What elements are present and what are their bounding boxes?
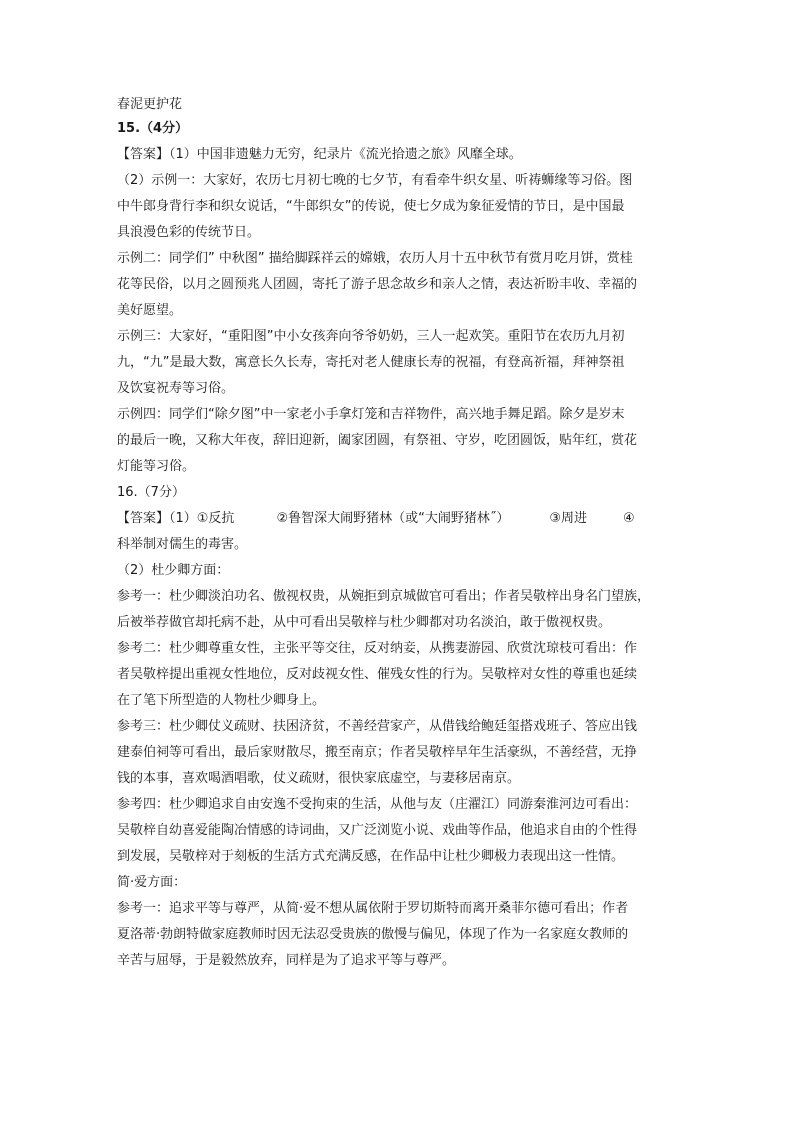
text-line: 示例三：大家好，“重阳图”中小女孩奔向爷爷奶奶，三人一起欢笑。重阳节在农历九月初 xyxy=(117,329,625,344)
question-15-answer-2 xyxy=(117,169,677,479)
document-body xyxy=(117,93,677,973)
text-line: 中牛郎身背行李和织女说话，“牛郎织女”的传说，使七夕成为象征爱情的节日，是中国最 xyxy=(117,199,625,214)
text-line: 者吴敬梓提出重视女性地位，反对歧视女性、催残女性的行为。吴敬梓对女性的尊重也延续 xyxy=(117,667,638,682)
text-line: 在了笔下所型造的人物杜少卿身上。 xyxy=(117,693,326,708)
text-line: 具浪漫色彩的传统节日。 xyxy=(117,225,261,240)
text-line: 九，“九”是最大数，寓意长久长寿，寄托对老人健康长寿的祝福，有登高祈福，拜神祭祖 xyxy=(117,355,625,370)
question-16-answer-2 xyxy=(117,533,677,973)
text-line: 建泰伯祠等可看出，最后家财散尽，搬至南京；作者吴敬梓早年生活豪纵，不善经营，无挣 xyxy=(117,745,638,760)
answer-item-4: ④ xyxy=(622,511,635,526)
text-line: 参考四：杜少卿追求自由安逸不受拘束的生活，从他与友（庄濯江）同游秦淮河边可看出： xyxy=(117,797,638,812)
answer-item-3: ③周进 xyxy=(549,511,587,526)
question-16-answer-1 xyxy=(117,507,677,531)
text-line: 辛苦与屈辱，于是毅然放弃，同样是为了追求平等与尊严。 xyxy=(117,953,456,968)
question-15-answer-1: 【答案】（1）中国非遗魅力无穷，纪录片《流光拾遗之旅》风靡全球。 xyxy=(117,147,522,162)
text-line: 及饮宴祝寿等习俗。 xyxy=(117,381,235,396)
text-line: 钱的本事，喜欢喝酒唱歌，仗义疏财，很快家底虚空，与妻移居南京。 xyxy=(117,771,521,786)
question-15-title: 15.（4分） xyxy=(117,121,189,136)
question-16-title: 16.（7分） xyxy=(117,485,185,500)
text-line: 美好愿望。 xyxy=(117,303,183,318)
answer-item-1: 【答案】（1）①反抗 xyxy=(117,511,235,526)
text-line: 示例二：同学们” 中秋图” 描给脚踩祥云的嫦娥，农历人月十五中秋节有赏月吃月饼，赏桂 xyxy=(117,251,633,266)
text-line: 到发展，吴敬梓对于刻板的生活方式充满反感，在作品中让杜少卿极力表现出这一性情。 xyxy=(117,849,625,864)
text-line: 的最后一晚，又称大年夜，辞旧迎新，阖家团圆，有祭祖、守岁，吃团圆饭，贴年红，赏花 xyxy=(117,433,638,448)
answer-item-2: ②鲁智深大闹野猪林（或“大闹野猪林˝） xyxy=(276,511,510,526)
poem-line: 春泥更护花 xyxy=(117,97,183,112)
text-line: 灯能等习俗。 xyxy=(117,459,196,474)
text-line: 花等民俗，以月之圆预兆人团圆，寄托了游子思念故乡和亲人之情，表达祈盼丰收、幸福的 xyxy=(117,277,638,292)
text-line: 后被举荐做官却托病不赴，从中可看出吴敬梓与杜少卿都对功名淡泊，敢于傲视权贵。 xyxy=(117,615,612,630)
text-line: （2）杜少卿方面： xyxy=(117,563,230,578)
text-line: 简·爱方面： xyxy=(117,875,187,890)
text-line: 参考二：杜少卿尊重女性，主张平等交往，反对纳妾，从携妻游园、欣赏沈琼枝可看出：作 xyxy=(117,641,638,656)
text-line: 科举制对儒生的毒害。 xyxy=(117,537,248,552)
text-line: 示例四：同学们“除夕图”中一家老小手拿灯笼和吉祥物件，高兴地手舞足蹈。除夕是岁末 xyxy=(117,407,625,422)
text-line: 参考一：杜少卿淡泊功名、傲视权贵，从婉拒到京城做官可看出；作者吴敬梓出身名门望族， xyxy=(117,589,651,604)
text-line: （2）示例一：大家好，农历七月初七晚的七夕节，有看牵牛织女星、听祷蛳缘等习俗。图 xyxy=(117,173,633,188)
text-line: 参考一：追求平等与尊严，从简·爱不想从属依附于罗切斯特而离开桑菲尔德可看出；作者 xyxy=(117,901,629,916)
text-line: 参考三：杜少卿仗义疏财、扶困济贫，不善经营家产，从借钱给鲍廷玺搭戏班子、答应出钱 xyxy=(117,719,638,734)
text-line: 吴敬梓自幼喜爱能陶冶情感的诗词曲，又广泛浏览小说、戏曲等作品，他追求自由的个性得 xyxy=(117,823,638,838)
text-line: 夏洛蒂·勃朗特做家庭教师时因无法忍受贵族的傲慢与偏见，体现了作为一名家庭女教师的 xyxy=(117,927,629,942)
